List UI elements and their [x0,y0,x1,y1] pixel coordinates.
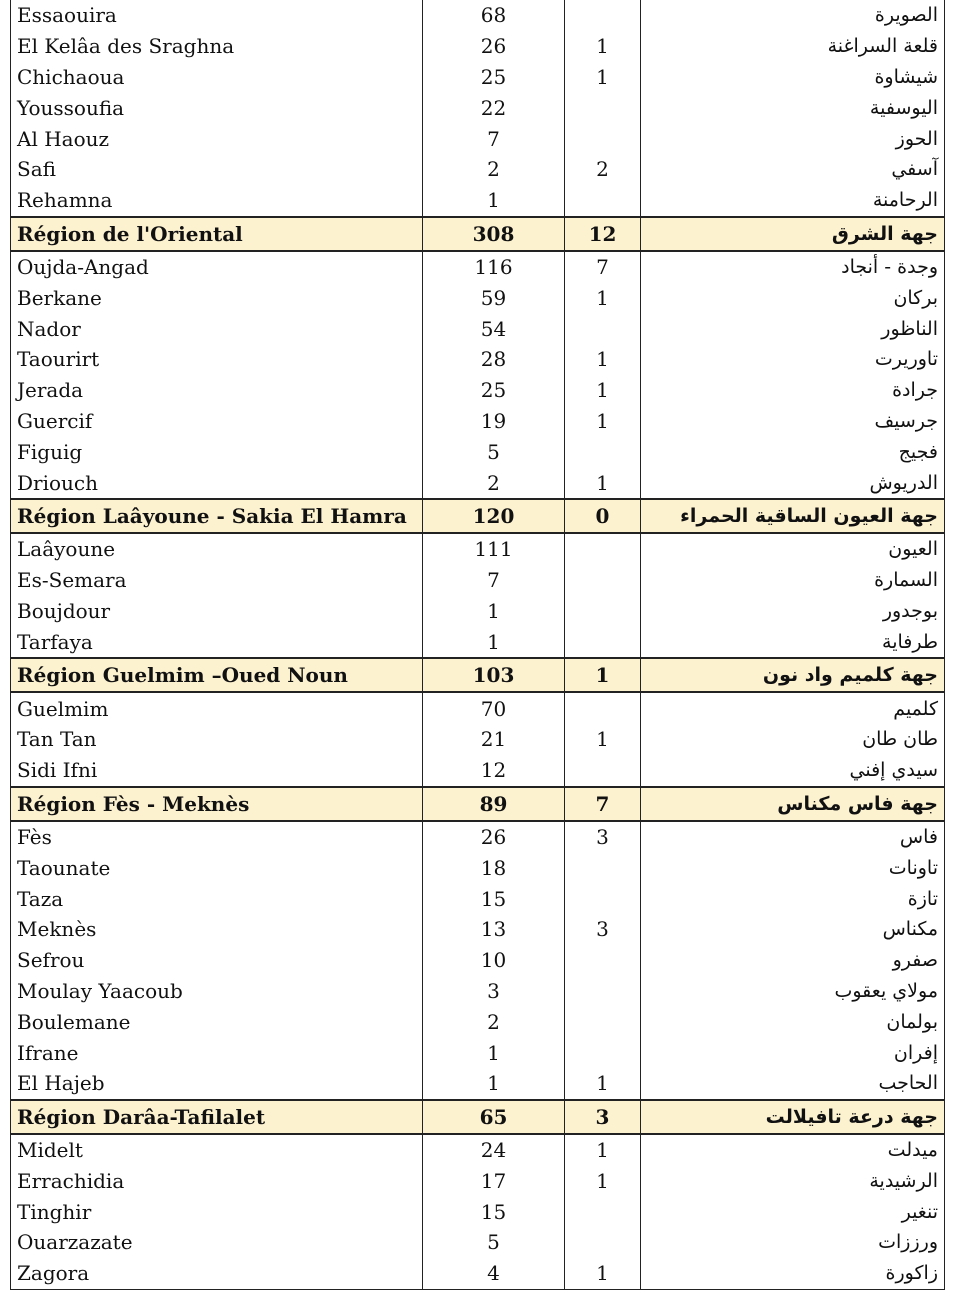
name-ar-cell: جرادة [641,375,945,406]
name-fr-cell: Ouarzazate [11,1227,423,1258]
total-cases-cell: 1 [423,1068,565,1100]
cases-table [10,0,945,1290]
name-ar-cell: طرفاية [641,626,945,658]
name-ar-cell: جرسيف [641,406,945,437]
total-cases-cell: 111 [423,533,565,565]
province-row [11,1196,945,1227]
name-ar-cell: جهة كلميم واد نون [641,658,945,692]
name-fr-cell: Boulemane [11,1006,423,1037]
name-fr-cell: Chichaoua [11,62,423,93]
province-row [11,406,945,437]
name-fr-cell: Figuig [11,436,423,467]
province-row [11,1258,945,1289]
province-row [11,1037,945,1068]
name-fr-cell: Région de l'Oriental [11,217,423,251]
new-cases-cell [565,596,641,627]
name-ar-cell: جهة فاس مكناس [641,787,945,821]
name-ar-cell: صفرو [641,945,945,976]
new-cases-cell [565,945,641,976]
region-row [11,658,945,692]
total-cases-cell: 22 [423,92,565,123]
province-row [11,821,945,853]
province-row [11,626,945,658]
name-ar-cell: قلعة السراغنة [641,31,945,62]
name-fr-cell: Nador [11,313,423,344]
name-fr-cell: Moulay Yaacoub [11,976,423,1007]
name-ar-cell: زاكورة [641,1258,945,1289]
province-row [11,154,945,185]
new-cases-cell [565,1227,641,1258]
new-cases-cell: 2 [565,154,641,185]
name-fr-cell: Tan Tan [11,724,423,755]
total-cases-cell: 10 [423,945,565,976]
province-row [11,1227,945,1258]
name-ar-cell: الرشيدية [641,1166,945,1197]
total-cases-cell: 4 [423,1258,565,1289]
new-cases-cell: 1 [565,406,641,437]
name-fr-cell: Essaouira [11,0,423,31]
province-row [11,0,945,31]
name-ar-cell: بولمان [641,1006,945,1037]
province-row [11,724,945,755]
name-fr-cell: Berkane [11,282,423,313]
new-cases-cell: 1 [565,375,641,406]
province-row [11,565,945,596]
name-fr-cell: Driouch [11,467,423,499]
province-row [11,92,945,123]
new-cases-cell: 1 [565,62,641,93]
region-row [11,1100,945,1134]
name-ar-cell: الرحامنة [641,185,945,217]
total-cases-cell: 120 [423,499,565,533]
new-cases-cell [565,123,641,154]
name-fr-cell: Taounate [11,852,423,883]
new-cases-cell [565,436,641,467]
total-cases-cell: 17 [423,1166,565,1197]
province-row [11,123,945,154]
name-fr-cell: Oujda-Angad [11,251,423,283]
total-cases-cell: 308 [423,217,565,251]
name-ar-cell: فجيج [641,436,945,467]
total-cases-cell: 24 [423,1134,565,1166]
total-cases-cell: 5 [423,436,565,467]
total-cases-cell: 116 [423,251,565,283]
new-cases-cell [565,533,641,565]
new-cases-cell [565,565,641,596]
name-ar-cell: آسفي [641,154,945,185]
province-row [11,31,945,62]
province-row [11,533,945,565]
name-ar-cell: الحوز [641,123,945,154]
province-row [11,251,945,283]
new-cases-cell [565,883,641,914]
total-cases-cell: 89 [423,787,565,821]
province-row [11,692,945,724]
new-cases-cell: 1 [565,31,641,62]
new-cases-cell: 1 [565,1134,641,1166]
total-cases-cell: 21 [423,724,565,755]
total-cases-cell: 5 [423,1227,565,1258]
name-fr-cell: Taourirt [11,344,423,375]
total-cases-cell: 13 [423,914,565,945]
new-cases-cell: 7 [565,787,641,821]
total-cases-cell: 103 [423,658,565,692]
name-fr-cell: Laâyoune [11,533,423,565]
province-row [11,185,945,217]
name-fr-cell: Région Darâa-Tafilalet [11,1100,423,1134]
name-fr-cell: Tarfaya [11,626,423,658]
name-ar-cell: تنغير [641,1196,945,1227]
name-ar-cell: الدريوش [641,467,945,499]
new-cases-cell: 3 [565,1100,641,1134]
total-cases-cell: 1 [423,185,565,217]
total-cases-cell: 26 [423,31,565,62]
name-fr-cell: Tinghir [11,1196,423,1227]
name-fr-cell: Meknès [11,914,423,945]
total-cases-cell: 59 [423,282,565,313]
new-cases-cell: 1 [565,1166,641,1197]
new-cases-cell: 1 [565,1258,641,1289]
province-row [11,883,945,914]
new-cases-cell: 1 [565,658,641,692]
name-fr-cell: Jerada [11,375,423,406]
name-ar-cell: مكناس [641,914,945,945]
name-fr-cell: El Kelâa des Sraghna [11,31,423,62]
new-cases-cell: 1 [565,724,641,755]
new-cases-cell [565,755,641,787]
total-cases-cell: 15 [423,1196,565,1227]
name-ar-cell: وجدة - أنجاد [641,251,945,283]
name-fr-cell: Midelt [11,1134,423,1166]
name-fr-cell: Rehamna [11,185,423,217]
new-cases-cell [565,692,641,724]
new-cases-cell [565,1006,641,1037]
total-cases-cell: 1 [423,1037,565,1068]
region-row [11,217,945,251]
province-row [11,313,945,344]
name-ar-cell: جهة الشرق [641,217,945,251]
region-row [11,499,945,533]
name-fr-cell: Boujdour [11,596,423,627]
province-row [11,467,945,499]
name-ar-cell: جهة العيون الساقية الحمراء [641,499,945,533]
name-ar-cell: سيدي إفني [641,755,945,787]
name-fr-cell: Région Guelmim –Oued Noun [11,658,423,692]
name-ar-cell: شيشاوة [641,62,945,93]
name-ar-cell: مولاي يعقوب [641,976,945,1007]
name-ar-cell: إفران [641,1037,945,1068]
name-fr-cell: Zagora [11,1258,423,1289]
total-cases-cell: 15 [423,883,565,914]
name-ar-cell: الحاجب [641,1068,945,1100]
name-ar-cell: تازة [641,883,945,914]
name-ar-cell: ورززات [641,1227,945,1258]
name-fr-cell: Safi [11,154,423,185]
name-ar-cell: بوجدور [641,596,945,627]
table-body [11,0,945,1289]
name-ar-cell: بركان [641,282,945,313]
name-fr-cell: Youssoufia [11,92,423,123]
new-cases-cell: 3 [565,914,641,945]
name-ar-cell: الناظور [641,313,945,344]
name-fr-cell: Es-Semara [11,565,423,596]
new-cases-cell: 1 [565,344,641,375]
name-fr-cell: Région Laâyoune - Sakia El Hamra [11,499,423,533]
name-fr-cell: Fès [11,821,423,853]
name-ar-cell: طان طان [641,724,945,755]
name-fr-cell: Guelmim [11,692,423,724]
total-cases-cell: 19 [423,406,565,437]
province-row [11,282,945,313]
total-cases-cell: 1 [423,596,565,627]
region-row [11,787,945,821]
total-cases-cell: 1 [423,626,565,658]
province-row [11,976,945,1007]
total-cases-cell: 65 [423,1100,565,1134]
total-cases-cell: 25 [423,62,565,93]
new-cases-cell [565,1037,641,1068]
province-row [11,755,945,787]
new-cases-cell: 1 [565,282,641,313]
province-row [11,1006,945,1037]
total-cases-cell: 26 [423,821,565,853]
total-cases-cell: 54 [423,313,565,344]
name-fr-cell: Guercif [11,406,423,437]
new-cases-cell [565,976,641,1007]
province-row [11,1134,945,1166]
name-fr-cell: Errachidia [11,1166,423,1197]
new-cases-cell: 1 [565,1068,641,1100]
total-cases-cell: 3 [423,976,565,1007]
total-cases-cell: 7 [423,123,565,154]
name-ar-cell: تاوريرت [641,344,945,375]
province-row [11,375,945,406]
name-ar-cell: فاس [641,821,945,853]
name-ar-cell: اليوسفية [641,92,945,123]
province-row [11,436,945,467]
name-fr-cell: Sefrou [11,945,423,976]
new-cases-cell: 0 [565,499,641,533]
name-fr-cell: Al Haouz [11,123,423,154]
total-cases-cell: 2 [423,154,565,185]
name-fr-cell: Sidi Ifni [11,755,423,787]
name-ar-cell: العيون [641,533,945,565]
province-row [11,945,945,976]
new-cases-cell [565,1196,641,1227]
new-cases-cell: 7 [565,251,641,283]
new-cases-cell [565,313,641,344]
total-cases-cell: 28 [423,344,565,375]
total-cases-cell: 25 [423,375,565,406]
new-cases-cell: 3 [565,821,641,853]
name-ar-cell: جهة درعة تافيلالت [641,1100,945,1134]
name-ar-cell: السمارة [641,565,945,596]
new-cases-cell [565,185,641,217]
new-cases-cell [565,626,641,658]
total-cases-cell: 18 [423,852,565,883]
name-ar-cell: ميدلت [641,1134,945,1166]
total-cases-cell: 2 [423,467,565,499]
province-row [11,914,945,945]
province-row [11,1166,945,1197]
total-cases-cell: 68 [423,0,565,31]
total-cases-cell: 2 [423,1006,565,1037]
province-row [11,1068,945,1100]
new-cases-cell: 1 [565,467,641,499]
name-ar-cell: الصويرة [641,0,945,31]
province-row [11,62,945,93]
name-ar-cell: كلميم [641,692,945,724]
total-cases-cell: 7 [423,565,565,596]
new-cases-cell [565,0,641,31]
new-cases-cell [565,852,641,883]
province-row [11,596,945,627]
new-cases-cell: 12 [565,217,641,251]
province-row [11,344,945,375]
name-ar-cell: تاونات [641,852,945,883]
name-fr-cell: Région Fès - Meknès [11,787,423,821]
name-fr-cell: Ifrane [11,1037,423,1068]
province-row [11,852,945,883]
total-cases-cell: 12 [423,755,565,787]
new-cases-cell [565,92,641,123]
total-cases-cell: 70 [423,692,565,724]
name-fr-cell: El Hajeb [11,1068,423,1100]
name-fr-cell: Taza [11,883,423,914]
